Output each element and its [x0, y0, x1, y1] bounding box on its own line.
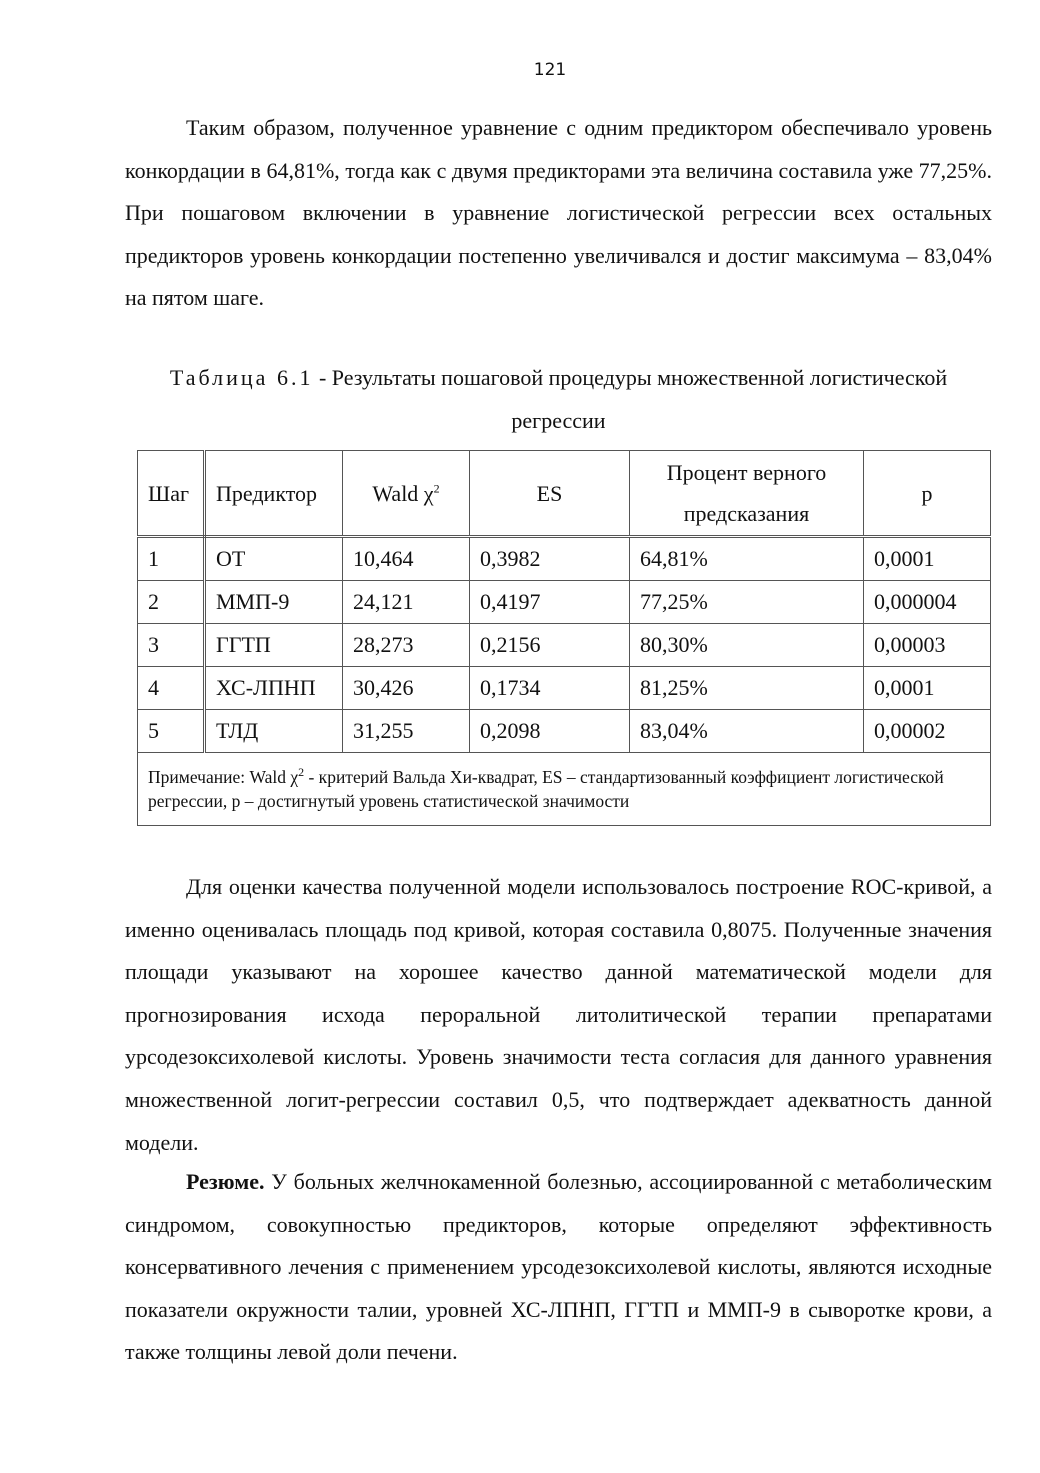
cell-predictor: ТЛД — [205, 710, 343, 753]
cell-step: 1 — [138, 537, 205, 581]
table-header-row — [138, 451, 991, 537]
cell-wald: 10,464 — [343, 537, 470, 581]
paragraph-concordance: Таким образом, полученное уравнение с одним предиктором обеспечивало уровень конкордации в 64,81%, тогда как с двумя предикторами эта величина составила уже 77,25%. При пошаговом включении в уравнение логистической регрессии всех остальных предикторов уровень конкордации постепенно увеличивался и достиг максимума – 83,04% на пятом шаге. — [125, 115, 992, 311]
page-number: 121 — [533, 60, 567, 80]
cell-wald: 30,426 — [343, 667, 470, 710]
cell-p: 0,000004 — [864, 581, 991, 624]
header-p: р — [864, 451, 991, 537]
table-row — [138, 581, 991, 624]
table-caption — [125, 357, 992, 442]
paragraph-summary — [125, 1161, 992, 1374]
cell-percent: 64,81% — [630, 537, 864, 581]
cell-wald: 31,255 — [343, 710, 470, 753]
header-wald-text: Wald χ — [372, 480, 434, 506]
header-wald — [343, 451, 470, 537]
cell-predictor: ГГТП — [205, 624, 343, 667]
summary-heading: Резюме. — [186, 1169, 265, 1194]
table-caption-label: Таблица 6.1 — [169, 365, 314, 390]
cell-percent: 81,25% — [630, 667, 864, 710]
cell-step: 4 — [138, 667, 205, 710]
header-es: ES — [470, 451, 630, 537]
table-note-row — [138, 753, 991, 826]
table-row — [138, 667, 991, 710]
cell-es: 0,2156 — [470, 624, 630, 667]
cell-step: 2 — [138, 581, 205, 624]
header-step: Шаг — [138, 451, 205, 537]
cell-es: 0,1734 — [470, 667, 630, 710]
cell-wald: 24,121 — [343, 581, 470, 624]
header-percent: Процент верного предсказания — [630, 451, 864, 537]
cell-predictor: ММП-9 — [205, 581, 343, 624]
header-predictor: Предиктор — [205, 451, 343, 537]
table-note — [138, 753, 991, 826]
cell-p: 0,00003 — [864, 624, 991, 667]
cell-p: 0,0001 — [864, 537, 991, 581]
cell-percent: 77,25% — [630, 581, 864, 624]
table-note-sup: 2 — [298, 765, 305, 780]
table-note-text: - критерий Вальда Хи-квадрат, ES – стандартизованный коэффициент логистической регрессии, р – достигнутый уровень статистической значимости — [148, 767, 944, 811]
table-row — [138, 537, 991, 581]
table-note-prefix: Примечание: Wald χ — [148, 767, 299, 787]
summary-text: У больных желчнокаменной болезнью, ассоциированной с метаболическим синдромом, совокупностью предикторов, которые определяют эффективность консервативного лечения с применением урсодезоксихолевой кислоты, являются исходные показатели окружности талии, уровней ХС-ЛПНП, ГГТП и ММП-9 в сыворотке крови, а также толщины левой доли печени. — [125, 1169, 992, 1365]
cell-es: 0,3982 — [470, 537, 630, 581]
cell-predictor: ОТ — [205, 537, 343, 581]
table-row — [138, 710, 991, 753]
cell-p: 0,00002 — [864, 710, 991, 753]
cell-wald: 28,273 — [343, 624, 470, 667]
header-wald-sup: 2 — [433, 481, 440, 496]
cell-predictor: ХС-ЛПНП — [205, 667, 343, 710]
results-table — [137, 450, 991, 826]
cell-es: 0,4197 — [470, 581, 630, 624]
cell-step: 5 — [138, 710, 205, 753]
table-caption-text: - Результаты пошаговой процедуры множественной логистической регрессии — [313, 365, 948, 433]
cell-p: 0,0001 — [864, 667, 991, 710]
cell-step: 3 — [138, 624, 205, 667]
cell-percent: 80,30% — [630, 624, 864, 667]
cell-es: 0,2098 — [470, 710, 630, 753]
cell-percent: 83,04% — [630, 710, 864, 753]
table-row — [138, 624, 991, 667]
paragraph-roc: Для оценки качества полученной модели использовалось построение ROC-кривой, а именно оценивалась площадь под кривой, которая составила 0,8075. Полученные значения площади указывают на хорошее качество данной математической модели для прогнозирования исхода пероральной литолитической терапии препаратами урсодезоксихолевой кислоты. Уровень значимости теста согласия для данного уравнения множественной логит-регрессии составил 0,5, что подтверждает адекватность данной модели. — [125, 874, 992, 1155]
